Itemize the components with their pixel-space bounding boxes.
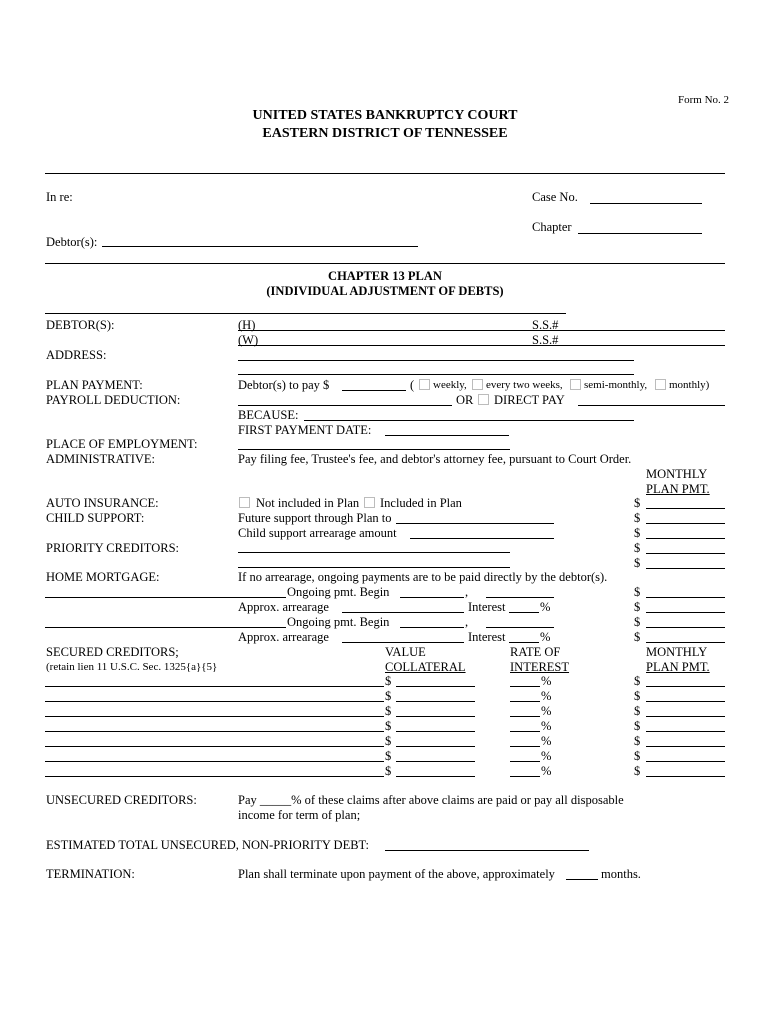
chapter-label: Chapter [532,220,572,234]
weekly-label: weekly, [433,379,467,391]
dollar-sign: $ [634,689,641,703]
first-payment-date-label: FIRST PAYMENT DATE: [238,423,372,437]
priority-creditor-field-2[interactable] [238,567,510,568]
retain-lien-label: (retain lien 11 U.S.C. Sec. 1325{a}{5} [46,661,218,673]
approx-arrearage-label: Approx. arrearage [238,630,329,644]
mortgage-creditor-field-1[interactable] [45,597,286,598]
ongoing-begin-field-1[interactable] [400,597,464,598]
monthly-amount-field[interactable] [646,553,725,554]
address-field-1[interactable] [238,360,634,361]
mortgage-note: If no arrearage, ongoing payments are to be paid directly by the debtor(s). [238,570,608,584]
direct-pay-label: DIRECT PAY [494,393,565,407]
direct-pay-field[interactable] [578,405,725,406]
monthly-amount-field[interactable] [646,627,725,628]
ongoing-pmt-label: Ongoing pmt. Begin [287,585,390,599]
interest-field-1[interactable] [509,612,539,613]
percent-sign: % [541,719,552,733]
plan-subtitle: (INDIVIDUAL ADJUSTMENT OF DEBTS) [266,284,504,298]
secured-creditor-field[interactable] [45,746,384,747]
dollar-sign: $ [634,719,641,733]
wife-label: (W) [238,333,259,347]
interest-label: Interest [468,600,506,614]
debtors-label: DEBTOR(S): [46,318,115,332]
every-two-weeks-label: every two weeks, [486,379,563,391]
dollar-sign: $ [634,764,641,778]
interest-label: Interest [468,630,506,644]
collateral-value-field[interactable] [396,701,475,702]
direct-pay-checkbox[interactable] [478,394,489,405]
payroll-deduction-label: PAYROLL DEDUCTION: [46,393,181,407]
paren-open: ( [410,378,415,392]
dollar-sign: $ [634,674,641,688]
unsecured-creditors-label: UNSECURED CREDITORS: [46,793,197,807]
ss-label-w: S.S.# [532,333,559,347]
rate-of-header: RATE OF [510,645,561,659]
monthly-amount-field[interactable] [646,746,725,747]
dollar-sign: $ [634,541,641,555]
percent-sign: % [540,630,551,644]
address-field-2[interactable] [238,374,634,375]
dollar-sign: $ [385,749,392,763]
priority-creditors-label: PRIORITY CREDITORS: [46,541,180,555]
future-support-label: Future support through Plan to [238,511,392,525]
dollar-sign: $ [634,511,641,525]
monthly-amount-field[interactable] [646,731,725,732]
monthly-amount-field[interactable] [646,716,725,717]
ongoing-year-field-1[interactable] [486,597,554,598]
interest-field-2[interactable] [509,642,539,643]
collateral-value-field[interactable] [396,761,475,762]
dollar-sign: $ [634,556,641,570]
dollar-sign: $ [634,630,641,644]
monthly-amount-field[interactable] [646,776,725,777]
dollar-sign: $ [385,674,392,688]
monthly-amount-field[interactable] [646,508,725,509]
secured-creditor-field[interactable] [45,761,384,762]
chapter-field[interactable] [578,233,702,234]
ongoing-year-field-2[interactable] [486,627,554,628]
percent-sign: % [541,749,552,763]
address-label: ADDRESS: [46,348,107,362]
secured-plan-pmt-header: PLAN PMT. [646,660,710,674]
comma: , [465,585,469,599]
debtors-caption-field[interactable] [102,246,418,247]
estimated-total-label: ESTIMATED TOTAL UNSECURED, NON-PRIORITY DEBT: [46,838,370,852]
included-label: Included in Plan [380,496,462,510]
in-re-label: In re: [46,190,73,204]
administrative-text: Pay filing fee, Trustee's fee, and debtor's attorney fee, pursuant to Court Order. [238,452,632,466]
secured-creditor-field[interactable] [45,776,384,777]
pay-amount-field[interactable] [342,390,406,391]
interest-rate-field[interactable] [510,686,540,687]
secured-creditors-label: SECURED CREDITORS; [46,645,179,659]
dollar-sign: $ [634,704,641,718]
termination-months-field[interactable] [566,879,598,880]
plan-title: CHAPTER 13 PLAN [328,269,442,283]
percent-sign: % [541,704,552,718]
collateral-value-field[interactable] [396,731,475,732]
or-label: OR [456,393,474,407]
secured-creditor-field[interactable] [45,686,384,687]
plan-payment-label: PLAN PAYMENT: [46,378,143,392]
plan-pmt-header: PLAN PMT. [646,482,710,496]
percent-sign: % [541,674,552,688]
interest-rate-field[interactable] [510,701,540,702]
home-mortgage-label: HOME MORTGAGE: [46,570,160,584]
auto-insurance-label: AUTO INSURANCE: [46,496,159,510]
monthly-amount-field[interactable] [646,642,725,643]
termination-label: TERMINATION: [46,867,135,881]
monthly-amount-field[interactable] [646,538,725,539]
priority-creditor-field-1[interactable] [238,552,510,553]
monthly-header: MONTHLY [646,467,708,481]
monthly-label: monthly) [669,379,710,391]
secured-creditor-field[interactable] [45,701,384,702]
secured-creditor-field[interactable] [45,716,384,717]
dollar-sign: $ [385,764,392,778]
monthly-amount-field[interactable] [646,686,725,687]
payroll-deduction-field[interactable] [238,405,452,406]
arrearage-label: Child support arrearage amount [238,526,397,540]
first-payment-date-field[interactable] [385,435,509,436]
divider [45,173,725,174]
administrative-label: ADMINISTRATIVE: [46,452,156,466]
court-district: EASTERN DISTRICT OF TENNESSEE [262,126,508,141]
ongoing-pmt-label: Ongoing pmt. Begin [287,615,390,629]
dollar-sign: $ [634,600,641,614]
dollar-sign: $ [385,689,392,703]
interest-rate-field[interactable] [510,746,540,747]
interest-header: INTEREST [510,660,570,674]
semi-monthly-checkbox[interactable] [570,379,581,390]
collateral-header: COLLATERAL [385,660,466,674]
ongoing-begin-field-2[interactable] [400,627,464,628]
husband-field[interactable] [238,330,725,331]
unsecured-text-line1: Pay _____% of these claims after above claims are paid or pay all disposable [238,793,624,807]
termination-text: Plan shall terminate upon payment of the above, approximately [238,867,555,881]
not-included-checkbox[interactable] [239,497,250,508]
collateral-value-field[interactable] [396,776,475,777]
case-no-field[interactable] [590,203,702,204]
dollar-sign: $ [634,496,641,510]
collateral-value-field[interactable] [396,746,475,747]
monthly-amount-field[interactable] [646,701,725,702]
future-support-field[interactable] [396,523,554,524]
dollar-sign: $ [385,734,392,748]
monthly-checkbox[interactable] [655,379,666,390]
wife-field[interactable] [238,345,725,346]
debtors-caption-label: Debtor(s): [46,235,98,249]
monthly-amount-field[interactable] [646,612,725,613]
case-no-label: Case No. [532,190,578,204]
divider [45,263,725,264]
secured-monthly-header: MONTHLY [646,645,708,659]
dollar-sign: $ [385,704,392,718]
monthly-amount-field[interactable] [646,568,725,569]
interest-rate-field[interactable] [510,761,540,762]
debtors-to-pay-label: Debtor(s) to pay $ [238,378,330,392]
place-of-employment-field[interactable] [238,449,510,450]
dollar-sign: $ [634,526,641,540]
ss-label-h: S.S.# [532,318,559,332]
interest-rate-field[interactable] [510,731,540,732]
place-of-employment-label: PLACE OF EMPLOYMENT: [46,437,198,451]
not-included-label: Not included in Plan [256,496,360,510]
collateral-value-field[interactable] [396,716,475,717]
dollar-sign: $ [634,734,641,748]
percent-sign: % [541,764,552,778]
termination-months-label: months. [601,867,641,881]
court-name: UNITED STATES BANKRUPTCY COURT [252,108,518,123]
value-header: VALUE [385,645,426,659]
weekly-checkbox[interactable] [419,379,430,390]
monthly-amount-field[interactable] [646,597,725,598]
mortgage-creditor-field-2[interactable] [45,627,286,628]
percent-sign: % [540,600,551,614]
approx-arrearage-field-2[interactable] [342,642,464,643]
husband-label: (H) [238,318,256,332]
comma: , [465,615,469,629]
collateral-value-field[interactable] [396,686,475,687]
secured-creditor-field[interactable] [45,731,384,732]
every-two-weeks-checkbox[interactable] [472,379,483,390]
monthly-amount-field[interactable] [646,523,725,524]
unsecured-text-line2: income for term of plan; [238,808,361,822]
dollar-sign: $ [634,749,641,763]
included-checkbox[interactable] [364,497,375,508]
approx-arrearage-label: Approx. arrearage [238,600,329,614]
form-number: Form No. 2 [678,94,730,106]
child-support-label: CHILD SUPPORT: [46,511,145,525]
percent-sign: % [541,734,552,748]
approx-arrearage-field-1[interactable] [342,612,464,613]
monthly-amount-field[interactable] [646,761,725,762]
arrearage-field[interactable] [410,538,554,539]
because-label: BECAUSE: [238,408,299,422]
interest-rate-field[interactable] [510,716,540,717]
semi-monthly-label: semi-monthly, [584,379,648,391]
divider [45,313,566,314]
dollar-sign: $ [634,615,641,629]
estimated-total-field[interactable] [385,850,589,851]
percent-sign: % [541,689,552,703]
dollar-sign: $ [634,585,641,599]
because-field[interactable] [304,420,634,421]
dollar-sign: $ [385,719,392,733]
interest-rate-field[interactable] [510,776,540,777]
